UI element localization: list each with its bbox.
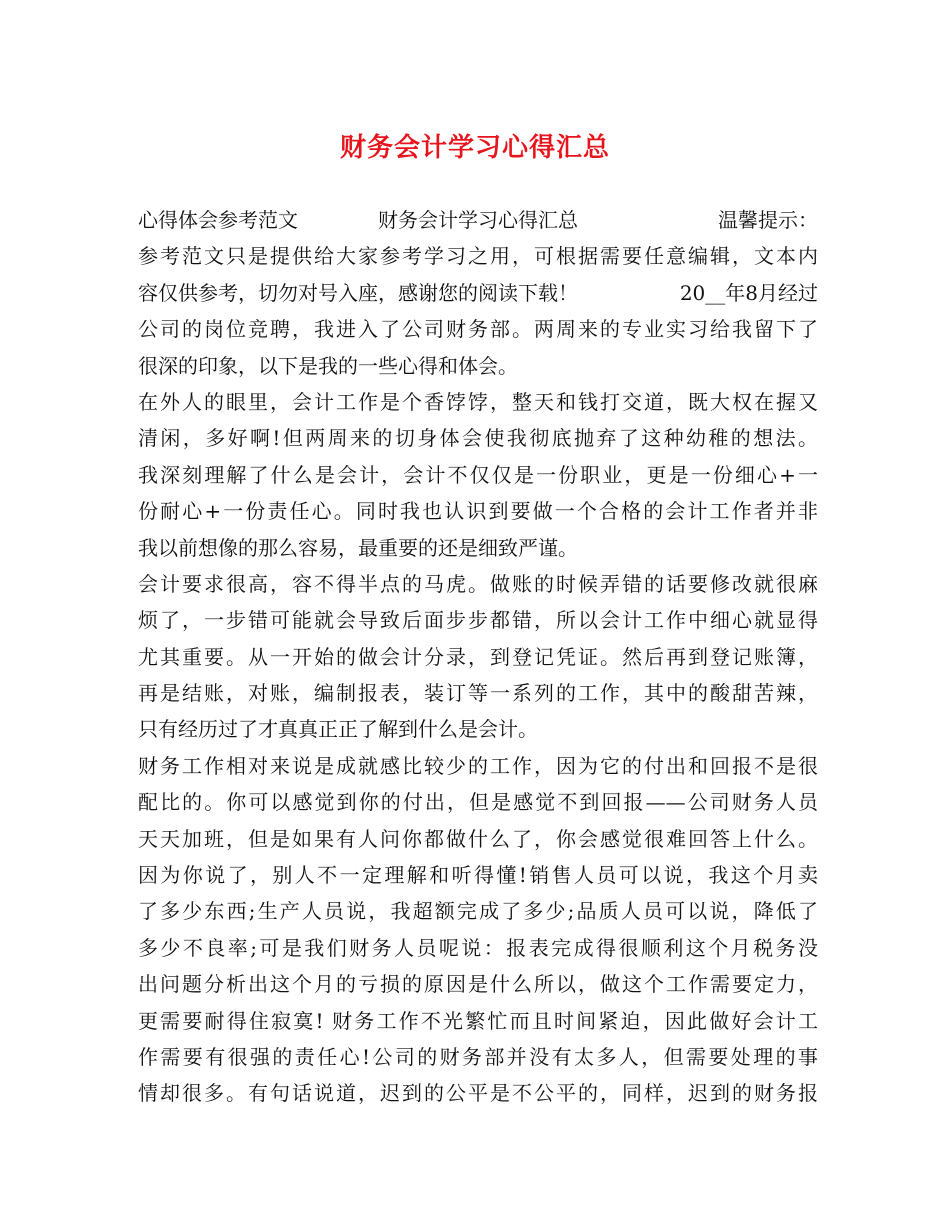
text-line-2: 参考范文只是提供给大家参考学习之用，可根据需要任意编辑，文本内 xyxy=(138,244,818,269)
text-segment-tip: 温馨提示： xyxy=(718,208,818,232)
text-line-5: 很深的印象，以下是我的一些心得和体会。 xyxy=(138,353,518,378)
text-line-7: 清闲，多好啊!但两周来的切身体会使我彻底抛弃了这种幼稚的想法。 xyxy=(138,426,818,451)
text-segment-doc-title: 财务会计学习心得汇总 xyxy=(378,208,578,232)
text-line-21: 多少不良率;可是我们财务人员呢说：报表完成得很顺利这个月税务没 xyxy=(138,935,818,960)
page-title: 财务会计学习心得汇总 xyxy=(339,133,610,163)
text-line-12: 烦了，一步错可能就会导致后面步步都错，所以会计工作中细心就显得 xyxy=(138,608,818,633)
text-line-9: 份耐心+一份责任心。同时我也认识到要做一个合格的会计工作者并非 xyxy=(138,499,818,524)
text-line-8: 我深刻理解了什么是会计，会计不仅仅是一份职业，更是一份细心+一 xyxy=(138,462,818,487)
text-line-4: 公司的岗位竞聘，我进入了公司财务部。两周来的专业实习给我留下了 xyxy=(138,317,818,342)
text-line-16: 财务工作相对来说是成就感比较少的工作，因为它的付出和回报不是很 xyxy=(138,753,818,778)
text-line-3 xyxy=(138,275,818,311)
text-segment-doc-type: 心得体会参考范文 xyxy=(138,208,298,232)
text-line-24: 作需要有很强的责任心!公司的财务部并没有太多人，但需要处理的事 xyxy=(138,1044,818,1069)
text-line-6: 在外人的眼里，会计工作是个香饽饽，整天和钱打交道，既大权在握又 xyxy=(138,389,818,414)
text-line-1 xyxy=(138,202,818,238)
text-line-22: 出问题分析出这个月的亏损的原因是什么所以，做这个工作需要定力， xyxy=(138,972,818,997)
text-line-15: 只有经历过了才真真正正了解到什么是会计。 xyxy=(138,717,538,742)
text-segment-date: 20__年8月经过 xyxy=(679,280,818,305)
text-line-20: 了多少东西;生产人员说，我超额完成了多少;品质人员可以说，降低了 xyxy=(138,899,818,924)
text-line-17: 配比的。你可以感觉到你的付出，但是感觉不到回报——公司财务人员 xyxy=(138,790,818,815)
text-line-23: 更需要耐得住寂寞! 财务工作不光繁忙而且时间紧迫，因此做好会计工 xyxy=(138,1008,818,1033)
text-line-14: 再是结账，对账，编制报表，装订等一系列的工作，其中的酸甜苦辣， xyxy=(138,681,818,706)
text-line-25: 情却很多。有句话说道，迟到的公平是不公平的，同样，迟到的财务报 xyxy=(138,1081,818,1106)
text-line-13: 尤其重要。从一开始的做会计分录，到登记凭证。然后再到登记账簿， xyxy=(138,644,818,669)
document-body xyxy=(138,202,818,1112)
text-line-11: 会计要求很高，容不得半点的马虎。做账的时候弄错的话要修改就很麻 xyxy=(138,571,818,596)
text-line-10: 我以前想像的那么容易，最重要的还是细致严谨。 xyxy=(138,535,578,560)
text-segment-disclaimer: 容仅供参考，切勿对号入座，感谢您的阅读下载！ xyxy=(138,280,578,305)
text-line-18: 天天加班，但是如果有人问你都做什么了，你会感觉很难回答上什么。 xyxy=(138,826,818,851)
text-line-19: 因为你说了，别人不一定理解和听得懂!销售人员可以说，我这个月卖 xyxy=(138,863,818,888)
